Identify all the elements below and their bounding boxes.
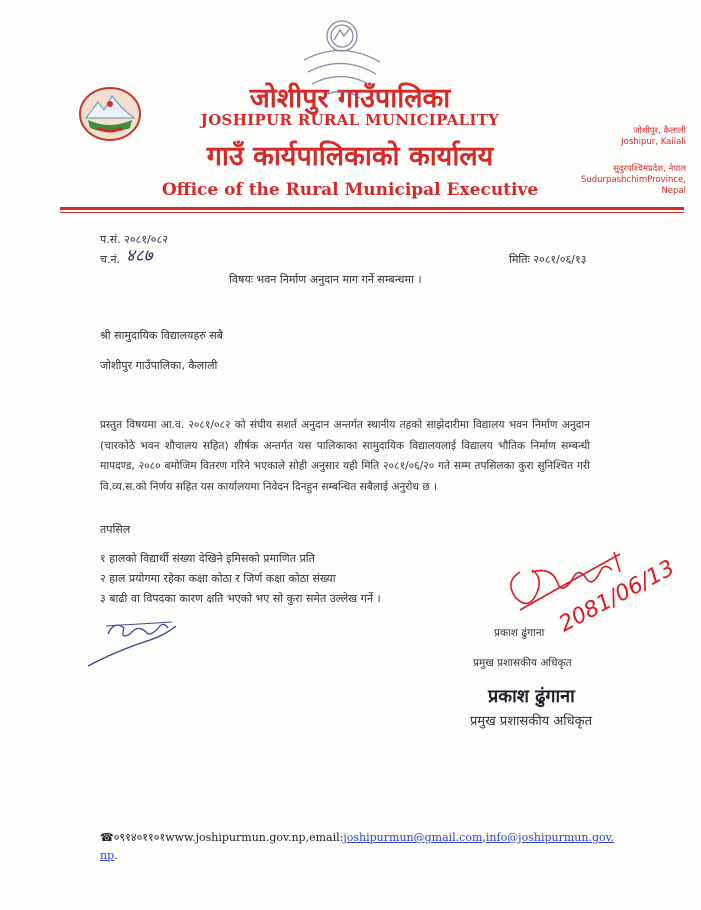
province-en-2: Nepal [661, 186, 686, 196]
recipient-line-1: श्री सामुदायिक विद्यालयहरु सबै [100, 329, 224, 342]
tapasil-item-1: १ हालको विद्यार्थी संख्या देखिने इमिसको प्रमाणित प्रति [100, 552, 315, 565]
province-block [581, 164, 686, 197]
footer-contact [100, 829, 615, 865]
title-stamp: प्रमुख प्रशासकीय अधिकृत [470, 714, 593, 729]
address-en: Joshipur, Kailali [621, 137, 686, 147]
letter-date: मितिः २०८१/०६/१३ [509, 253, 587, 266]
tapasil-item-2: २ हाल प्रयोगमा रहेका कक्षा कोठा र जिर्ण कक्षा कोठा संख्या [100, 572, 336, 585]
email-link-primary[interactable]: joshipurmun@gmail.com [343, 831, 483, 844]
office-name-np: गाउँ कार्यपालिकाको कार्यालय [206, 141, 494, 172]
body-paragraph: प्रस्तुत विषयमा आ.व. २०८१/०८२ को संघीय सशर्त अनुदान अन्तर्गत स्थानीय तहको साझेदारीमा विद्यालय भवन निर्माण अनुदान (चारकोठे भवन शौचालय सहित) शीर्षक अन्तर्गत यस पालिकाका सामुदायिक विद्यालयलाई विद्यालय भौतिक निर्माण सम्बन्धी मापदण्ड, २०८० बमोजिम वितरण गरिने भएकाले सोही अनुसार यही मिति २०८१/०६/२० गते सम्म तपसिलका कुरा सुनिश्चित गरी वि.व्य.स.को निर्णय सहित यस कार्यालयमा निवेदन दिनहुन सम्बन्धित सबैलाई अनुरोध छ । [100, 419, 590, 493]
website-text: www.joshipurmun.gov.np, [165, 831, 310, 844]
initial-signature [84, 612, 184, 672]
email-label: email: [309, 831, 344, 844]
chalani-number: ४८७ [126, 246, 153, 266]
header-rule-thick [60, 207, 684, 210]
tapasil-item-3: ३ बाढी वा विपदका कारण क्षति भएको भए सो कुरा समेत उल्लेख गर्ने । [100, 592, 381, 605]
signatory-name: प्रकाश ढुंगाना [494, 627, 545, 639]
recipient-line-2: जोशीपुर गाउँपालिका, कैलाली [100, 359, 218, 372]
subject-line: विषयः भवन निर्माण अनुदान माग गर्ने सम्बन्धमा । [229, 273, 422, 286]
patra-sankhya: प.सं. २०८१/०८२ [100, 233, 168, 246]
signatory-title: प्रमुख प्रशासकीय अधिकृत [473, 657, 572, 669]
office-seal-stamp [298, 10, 388, 106]
header-rule-thin [60, 212, 684, 213]
email-separator: , [482, 831, 486, 844]
office-name-en: Office of the Rural Municipal Executive [161, 180, 539, 200]
nepal-emblem-icon [78, 84, 142, 142]
municipality-name-en: JOSHIPUR RURAL MUNICIPALITY [200, 111, 500, 129]
name-stamp: प्रकाश ढुंगाना [488, 686, 575, 707]
handwritten-date: 2081/06/13 [555, 555, 679, 638]
tapasil-heading: तपसिल [100, 523, 131, 536]
address-np: जोशीपुर, कैलाली [633, 126, 686, 136]
province-np: सुदुरपश्चिमप्रदेश, नेपाल [613, 164, 686, 174]
municipality-name-np: जोशीपुर गाउँपालिका [249, 83, 451, 114]
footer-end: . [114, 849, 118, 862]
address-block [621, 126, 686, 148]
province-en-1: SudurpashchimProvince, [580, 175, 686, 185]
email-info-part2: np [100, 849, 115, 862]
email-info-part1: info@joshipurmun.gov. [485, 831, 615, 844]
phone-number: ☎०९१४०११०१ [100, 831, 166, 844]
chalani-label: च.नं. [100, 253, 121, 266]
